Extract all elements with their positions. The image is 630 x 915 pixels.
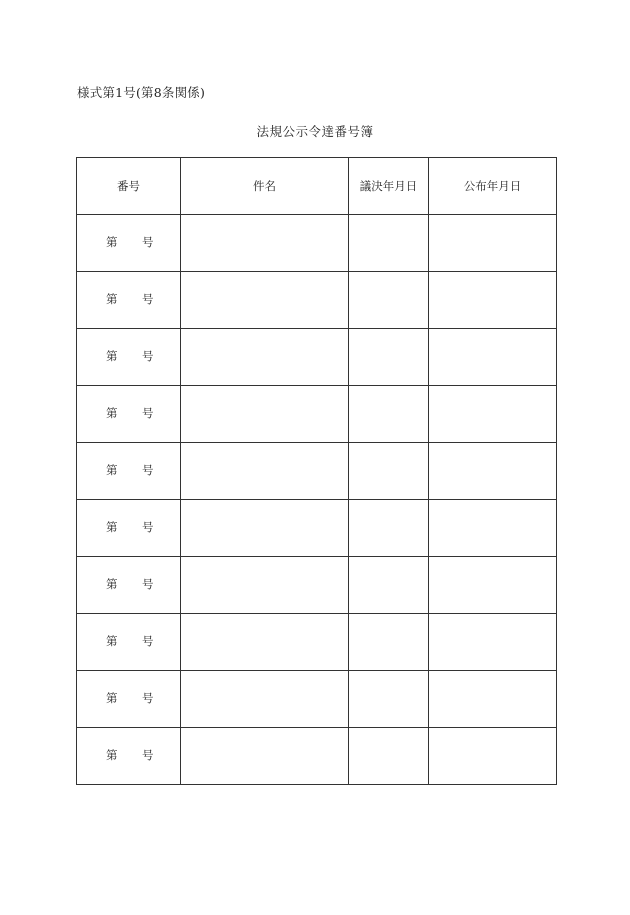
resolution-date-cell[interactable] — [349, 215, 429, 272]
number-prefix: 第 — [106, 633, 118, 648]
header-subject: 件名 — [181, 158, 349, 215]
number-label — [77, 747, 181, 763]
number-suffix: 号 — [142, 234, 154, 249]
resolution-date-cell[interactable] — [349, 272, 429, 329]
number-cell — [77, 671, 181, 728]
table-body — [77, 215, 557, 785]
table-row — [77, 443, 557, 500]
resolution-date-cell[interactable] — [349, 614, 429, 671]
promulgation-date-cell[interactable] — [429, 728, 557, 785]
number-cell — [77, 329, 181, 386]
subject-cell[interactable] — [181, 500, 349, 557]
number-cell — [77, 500, 181, 557]
header-resolution-date: 議決年月日 — [349, 158, 429, 215]
number-prefix: 第 — [106, 576, 118, 591]
number-prefix: 第 — [106, 690, 118, 705]
table-row — [77, 557, 557, 614]
subject-cell[interactable] — [181, 329, 349, 386]
promulgation-date-cell[interactable] — [429, 671, 557, 728]
subject-cell[interactable] — [181, 272, 349, 329]
register-table — [76, 157, 557, 785]
table-row — [77, 386, 557, 443]
resolution-date-cell[interactable] — [349, 443, 429, 500]
promulgation-date-cell[interactable] — [429, 329, 557, 386]
number-label — [77, 291, 181, 307]
table-row — [77, 728, 557, 785]
number-suffix: 号 — [142, 291, 154, 306]
number-cell — [77, 557, 181, 614]
subject-cell[interactable] — [181, 728, 349, 785]
number-cell — [77, 272, 181, 329]
number-suffix: 号 — [142, 633, 154, 648]
number-suffix: 号 — [142, 747, 154, 762]
number-prefix: 第 — [106, 405, 118, 420]
number-cell — [77, 614, 181, 671]
subject-cell[interactable] — [181, 557, 349, 614]
number-cell — [77, 443, 181, 500]
number-suffix: 号 — [142, 348, 154, 363]
number-label — [77, 690, 181, 706]
number-prefix: 第 — [106, 291, 118, 306]
number-label — [77, 576, 181, 592]
table-row — [77, 671, 557, 728]
number-suffix: 号 — [142, 690, 154, 705]
number-label — [77, 462, 181, 478]
number-prefix: 第 — [106, 462, 118, 477]
resolution-date-cell[interactable] — [349, 329, 429, 386]
promulgation-date-cell[interactable] — [429, 443, 557, 500]
number-cell — [77, 728, 181, 785]
number-suffix: 号 — [142, 519, 154, 534]
number-cell — [77, 386, 181, 443]
subject-cell[interactable] — [181, 386, 349, 443]
number-label — [77, 519, 181, 535]
number-prefix: 第 — [106, 519, 118, 534]
resolution-date-cell[interactable] — [349, 728, 429, 785]
header-number: 番号 — [77, 158, 181, 215]
subject-cell[interactable] — [181, 614, 349, 671]
number-cell — [77, 215, 181, 272]
form-label: 様式第1号(第8条関係) — [77, 85, 206, 100]
resolution-date-cell[interactable] — [349, 671, 429, 728]
document-title: 法規公示令達番号簿 — [256, 124, 374, 139]
resolution-date-cell[interactable] — [349, 557, 429, 614]
subject-cell[interactable] — [181, 215, 349, 272]
number-label — [77, 348, 181, 364]
number-suffix: 号 — [142, 405, 154, 420]
promulgation-date-cell[interactable] — [429, 215, 557, 272]
resolution-date-cell[interactable] — [349, 386, 429, 443]
promulgation-date-cell[interactable] — [429, 272, 557, 329]
promulgation-date-cell[interactable] — [429, 500, 557, 557]
number-label — [77, 234, 181, 250]
number-suffix: 号 — [142, 576, 154, 591]
table-row — [77, 614, 557, 671]
number-label — [77, 405, 181, 421]
promulgation-date-cell[interactable] — [429, 386, 557, 443]
number-label — [77, 633, 181, 649]
table-row — [77, 329, 557, 386]
table-row — [77, 215, 557, 272]
promulgation-date-cell[interactable] — [429, 614, 557, 671]
header-row — [77, 158, 557, 215]
table-row — [77, 272, 557, 329]
table-row — [77, 500, 557, 557]
header-promulgation-date: 公布年月日 — [429, 158, 557, 215]
subject-cell[interactable] — [181, 443, 349, 500]
number-prefix: 第 — [106, 747, 118, 762]
number-prefix: 第 — [106, 348, 118, 363]
number-prefix: 第 — [106, 234, 118, 249]
subject-cell[interactable] — [181, 671, 349, 728]
promulgation-date-cell[interactable] — [429, 557, 557, 614]
number-suffix: 号 — [142, 462, 154, 477]
resolution-date-cell[interactable] — [349, 500, 429, 557]
